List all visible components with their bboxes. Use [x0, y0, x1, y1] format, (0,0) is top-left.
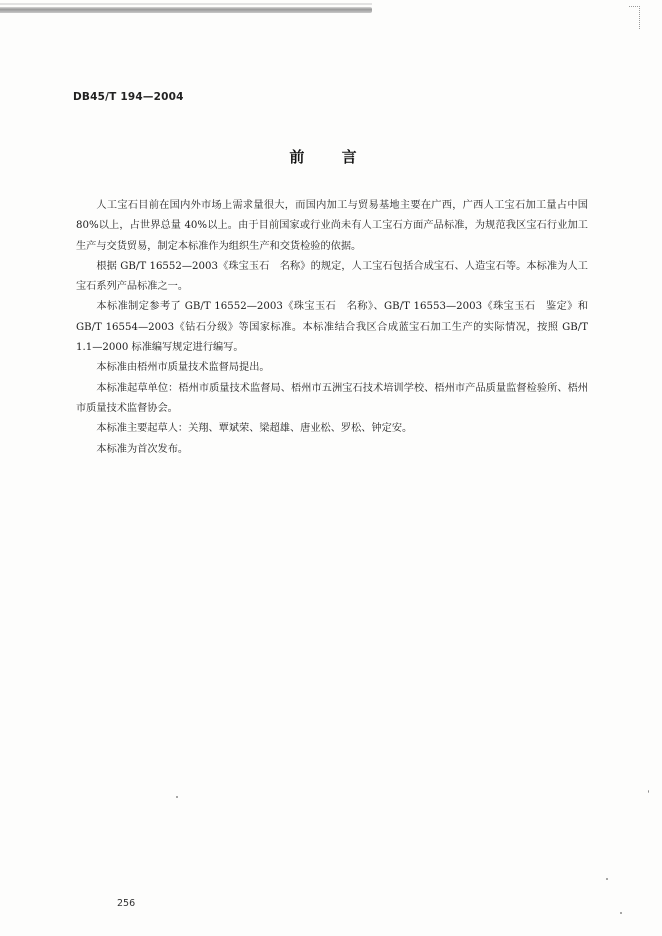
scan-speck	[176, 796, 178, 798]
scan-speck	[648, 790, 649, 793]
page-number: 256	[117, 898, 136, 909]
scan-edge-line	[0, 3, 372, 5]
scan-speck	[606, 878, 608, 880]
scan-speck	[620, 912, 622, 914]
paragraph: 本标准为首次发布。	[96, 443, 189, 455]
page-title: 前 言	[289, 148, 373, 166]
corner-crop-mark	[629, 6, 640, 29]
paragraph: 根据 GB/T 16552—2003《珠宝玉石 名称》的规定，人工宝石包括合成宝石、人造宝石等。本标准为人工宝石系列产品标准之一。	[76, 260, 588, 293]
paragraph: 本标准主要起草人：关翔、覃斌荣、梁超雄、唐业松、罗松、钟定安。	[96, 423, 413, 435]
paragraph: 本标准起草单位：梧州市质量技术监督局、梧州市五洲宝石技术培训学校、梧州市产品质量监督检验所、梧州市质量技术监督协会。	[76, 382, 588, 414]
paragraph: 人工宝石目前在国内外市场上需求量很大，而国内加工与贸易基地主要在广西，广西人工宝石加工量占中国 80%以上，占世界总量 40%以上。由于目前国家或行业尚未有人工宝石方面产品标准，为规范我区宝石行业加工生产与交货贸易，制定本标准作为组织生产和交货检验的依据。	[76, 200, 588, 252]
scan-top-bar	[0, 7, 372, 13]
foreword-body	[76, 196, 588, 460]
paragraph: 本标准制定参考了 GB/T 16552—2003《珠宝玉石 名称》、GB/T 16553—2003《珠宝玉石 鉴定》和 GB/T 16554—2003《钻石分级》等国家标准。本标准结合我区合成蓝宝石加工生产的实际情况，按照 GB/T 1.1—2000 标准编写规定进行编写。	[76, 301, 588, 354]
document-code: DB45/T 194—2004	[73, 91, 184, 103]
paragraph: 本标准由梧州市质量技术监督局提出。	[96, 362, 270, 374]
